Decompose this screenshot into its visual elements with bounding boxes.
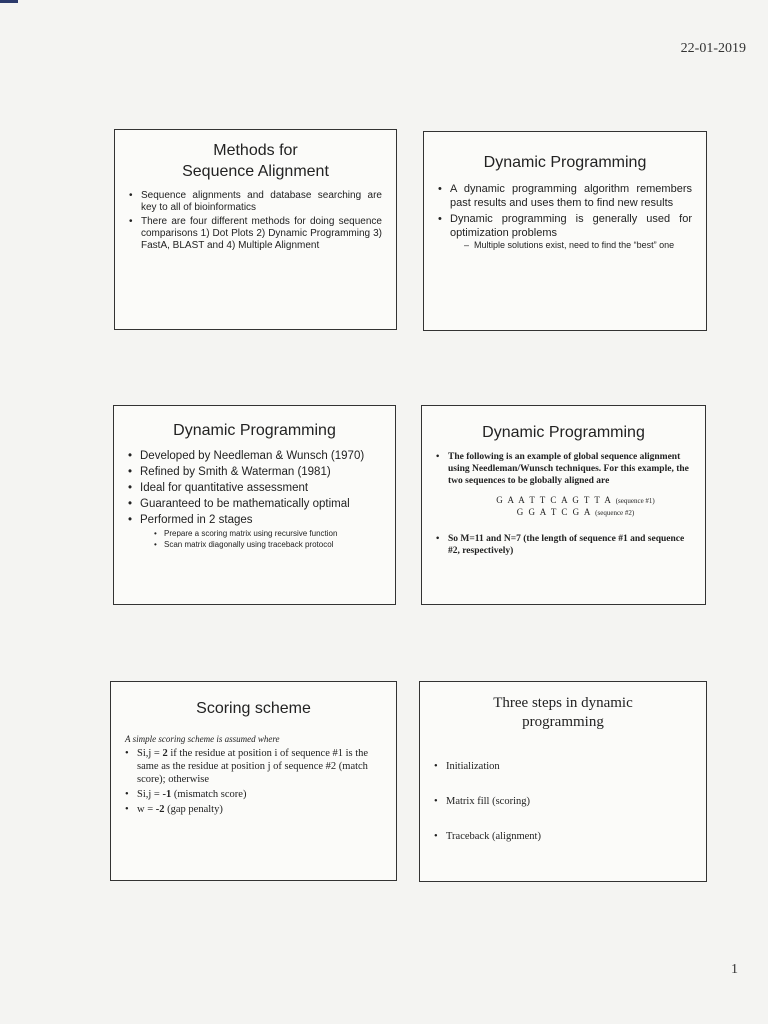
slide-title: Scoring scheme bbox=[196, 700, 311, 717]
bullet-item: • Sequence alignments and database searching are key to all of bioinformatics bbox=[129, 190, 382, 214]
slide-title-line: Sequence Alignment bbox=[182, 163, 329, 180]
bullet-list bbox=[436, 451, 691, 487]
slide-title bbox=[434, 694, 692, 732]
slide-methods-for-sequence-alignment bbox=[114, 129, 397, 330]
bullet-item: • Matrix fill (scoring) bbox=[434, 795, 692, 808]
bullet-item: • Guaranteed to be mathematically optimal bbox=[128, 497, 381, 512]
sequence-line bbox=[460, 507, 691, 519]
sequence-block bbox=[460, 495, 691, 519]
bullet-rest: if the residue at position i of sequence #1 is the same as the residue at position j of sequence #2 (match score); otherwise bbox=[137, 748, 369, 785]
slide-title: Dynamic Programming bbox=[482, 424, 645, 441]
bullet-item: • Refined by Smith & Waterman (1981) bbox=[128, 465, 381, 480]
slide-title-line: Methods for bbox=[213, 142, 298, 159]
sequence-note: (sequence #2) bbox=[595, 509, 635, 517]
bullet-list bbox=[129, 190, 382, 252]
corner-mark bbox=[0, 0, 18, 3]
bullet-value: 2 bbox=[162, 748, 168, 759]
bullet-item: • Traceback (alignment) bbox=[434, 830, 692, 843]
sub-bullet-item: • Scan matrix diagonally using traceback protocol bbox=[154, 539, 381, 550]
bullet-text: Dynamic programming is generally used for optimization problems bbox=[450, 213, 692, 239]
sub-bullet-list bbox=[140, 528, 381, 550]
slide-three-steps bbox=[419, 681, 707, 882]
sequence-note: (sequence #1) bbox=[615, 497, 655, 505]
sequence-text: G G A T C G A bbox=[516, 507, 592, 517]
page-number: 1 bbox=[731, 962, 738, 977]
bullet-item: • Initialization bbox=[434, 760, 692, 773]
slide-title-line: Three steps in dynamic bbox=[493, 695, 633, 711]
slide-scoring-scheme bbox=[110, 681, 397, 881]
bullet-item bbox=[128, 513, 381, 550]
bullet-item bbox=[438, 213, 692, 251]
slide-dynamic-programming-history bbox=[113, 405, 396, 605]
slide-title bbox=[129, 140, 382, 182]
bullet-text: Performed in 2 stages bbox=[140, 514, 253, 526]
bullet-item bbox=[125, 803, 382, 816]
bullet-item bbox=[125, 788, 382, 801]
bullet-item bbox=[125, 747, 382, 786]
bullet-item: • So M=11 and N=7 (the length of sequence #1 and sequence #2, respectively) bbox=[436, 533, 691, 557]
bullet-lead: w = bbox=[137, 804, 156, 815]
bullet-list bbox=[438, 183, 692, 251]
bullet-list bbox=[128, 449, 381, 550]
bullet-item: • The following is an example of global sequence alignment using Needleman/Wunsch techniques. For this example, the two sequences to be globally aligned are bbox=[436, 451, 691, 487]
sequence-line bbox=[460, 495, 691, 507]
sub-bullet-item: – Multiple solutions exist, need to find the “best” one bbox=[464, 240, 692, 251]
sub-bullet-list bbox=[450, 240, 692, 251]
bullet-value: -1 bbox=[162, 789, 172, 800]
sequence-text: G A A T T C A G T T A bbox=[496, 495, 612, 505]
bullet-list bbox=[436, 533, 691, 557]
slide-dynamic-programming-intro bbox=[423, 131, 707, 331]
bullet-item: • Ideal for quantitative assessment bbox=[128, 481, 381, 496]
bullet-lead: Si,j = bbox=[137, 789, 163, 800]
slide-dynamic-programming-example bbox=[421, 405, 706, 605]
sub-bullet-item: • Prepare a scoring matrix using recursive function bbox=[154, 528, 381, 539]
bullet-item: • Developed by Needleman & Wunsch (1970) bbox=[128, 449, 381, 464]
bullet-list bbox=[125, 747, 382, 816]
bullet-value: -2 bbox=[155, 804, 165, 815]
bullet-list bbox=[434, 760, 692, 843]
bullet-lead: Si,j = bbox=[137, 748, 163, 759]
slide-title: Dynamic Programming bbox=[173, 422, 336, 439]
page-date: 22-01-2019 bbox=[680, 41, 746, 56]
slide-title-line: programming bbox=[522, 714, 604, 730]
bullet-item: • There are four different methods for doing sequence comparisons 1) Dot Plots 2) Dynamic Programming 3) FastA, BLAST and 4) Multiple Alignment bbox=[129, 216, 382, 252]
slide-intro-text: A simple scoring scheme is assumed where bbox=[125, 734, 280, 744]
slide-title: Dynamic Programming bbox=[483, 154, 647, 171]
bullet-rest: (gap penalty) bbox=[164, 804, 223, 815]
bullet-rest: (mismatch score) bbox=[171, 789, 247, 800]
bullet-item: • A dynamic programming algorithm remembers past results and uses them to find new results bbox=[438, 183, 692, 210]
